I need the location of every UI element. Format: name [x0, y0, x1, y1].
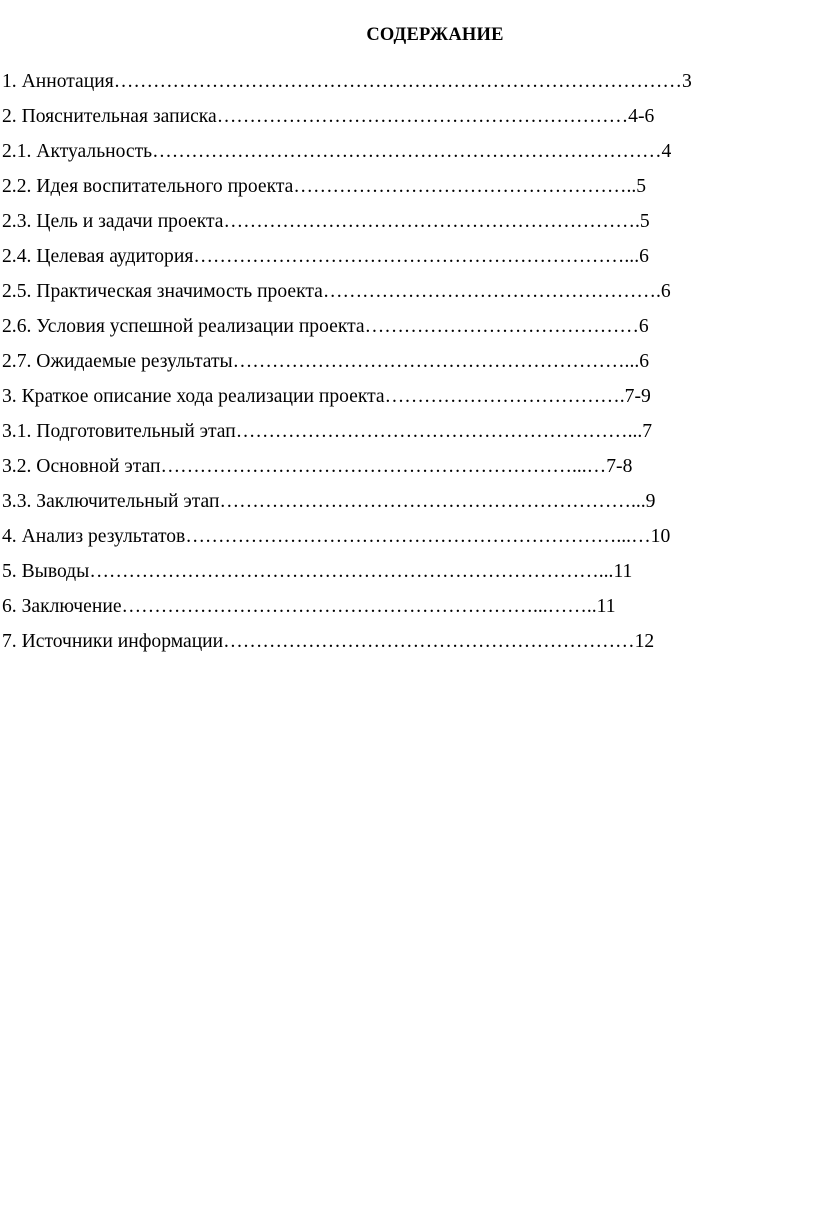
- toc-entry: [2, 348, 816, 383]
- table-of-contents: [2, 68, 816, 663]
- toc-entry-label: 5. Выводы: [2, 561, 90, 582]
- toc-entry-page: 7-9: [624, 386, 651, 407]
- toc-entry-leader: ……………………………………………………………………...: [89, 561, 614, 582]
- toc-entry-label: 4. Анализ результатов: [2, 526, 186, 547]
- toc-entry: [2, 418, 816, 453]
- toc-entry-leader: ……………………………………………………...: [232, 351, 640, 372]
- toc-entry-page: 11: [596, 596, 616, 617]
- toc-entry-label: 2.4. Целевая аудитория: [2, 246, 194, 267]
- toc-entry-leader: …………………………………………………………...…: [185, 526, 651, 547]
- toc-entry-label: 3.3. Заключительный этап: [2, 491, 220, 512]
- toc-entry: [2, 243, 816, 278]
- toc-entry-leader: ……………………………………: [364, 316, 639, 337]
- toc-entry-page: 12: [634, 631, 655, 652]
- toc-entry: [2, 628, 816, 663]
- toc-entry: [2, 488, 816, 523]
- toc-entry-page: 4-6: [628, 106, 655, 127]
- toc-entry: [2, 453, 816, 488]
- toc-entry-label: 3. Краткое описание хода реализации проекта: [2, 386, 385, 407]
- toc-entry-leader: ……………………………………………………...: [235, 421, 643, 442]
- toc-entry-leader: ……………………………………………………………………………: [113, 71, 682, 92]
- toc-entry: [2, 383, 816, 418]
- toc-entry-leader: ………………………………………………………: [223, 631, 635, 652]
- toc-entry: [2, 558, 816, 593]
- toc-entry-page: 10: [650, 526, 671, 547]
- toc-entry-label: 2.1. Актуальность: [2, 141, 153, 162]
- toc-entry-label: 6. Заключение: [2, 596, 122, 617]
- toc-entry-page: 9: [645, 491, 656, 512]
- toc-entry: [2, 593, 816, 628]
- toc-entry-label: 2.5. Практическая значимость проекта: [2, 281, 323, 302]
- toc-entry-label: 3.1. Подготовительный этап: [2, 421, 236, 442]
- toc-entry-label: 2.2. Идея воспитательного проекта: [2, 176, 294, 197]
- toc-entry-label: 1. Аннотация: [2, 71, 114, 92]
- toc-entry-leader: ……………………………………………………………………: [152, 141, 662, 162]
- toc-entry-page: 6: [638, 316, 649, 337]
- toc-entry-page: 4: [661, 141, 672, 162]
- toc-entry-label: 2.6. Условия успешной реализации проекта: [2, 316, 365, 337]
- toc-entry: [2, 208, 816, 243]
- toc-entry-page: 5: [636, 176, 647, 197]
- toc-entry-page: 6: [639, 351, 650, 372]
- toc-entry-page: 3: [681, 71, 692, 92]
- toc-entry-label: 3.2. Основной этап: [2, 456, 161, 477]
- toc-entry-page: 6: [660, 281, 671, 302]
- toc-entry-leader: …………………………………………….: [322, 281, 661, 302]
- toc-entry-leader: ……………………………………………………….: [223, 211, 640, 232]
- toc-entry-leader: ………………………………………………………...……..: [121, 596, 597, 617]
- toc-entry-label: 2.3. Цель и задачи проекта: [2, 211, 224, 232]
- toc-entry: [2, 313, 816, 348]
- toc-entry-page: 11: [613, 561, 633, 582]
- toc-entry: [2, 523, 816, 558]
- toc-entry-page: 5: [639, 211, 650, 232]
- document-title: СОДЕРЖАНИЕ: [366, 25, 504, 45]
- toc-entry: [2, 103, 816, 138]
- toc-entry-page: 7-8: [606, 456, 633, 477]
- toc-entry: [2, 68, 816, 103]
- toc-entry-leader: ………………………………………………………...: [219, 491, 646, 512]
- toc-entry-page: 7: [642, 421, 653, 442]
- toc-entry-leader: ……………………………….: [384, 386, 625, 407]
- toc-entry: [2, 138, 816, 173]
- toc-entry-page: 6: [639, 246, 649, 267]
- toc-entry-leader: ……………………………………………..: [293, 176, 637, 197]
- toc-entry-label: 2.7. Ожидаемые результаты: [2, 351, 233, 372]
- toc-entry-label: 2. Пояснительная записка: [2, 106, 217, 127]
- toc-entry-leader: ………………………………………………………...…: [160, 456, 607, 477]
- toc-entry-leader: …………………………………………………………...: [193, 246, 640, 267]
- toc-entry-label: 7. Источники информации: [2, 631, 224, 652]
- toc-entry-leader: ………………………………………………………: [216, 106, 629, 127]
- toc-entry: [2, 278, 816, 313]
- toc-entry: [2, 173, 816, 208]
